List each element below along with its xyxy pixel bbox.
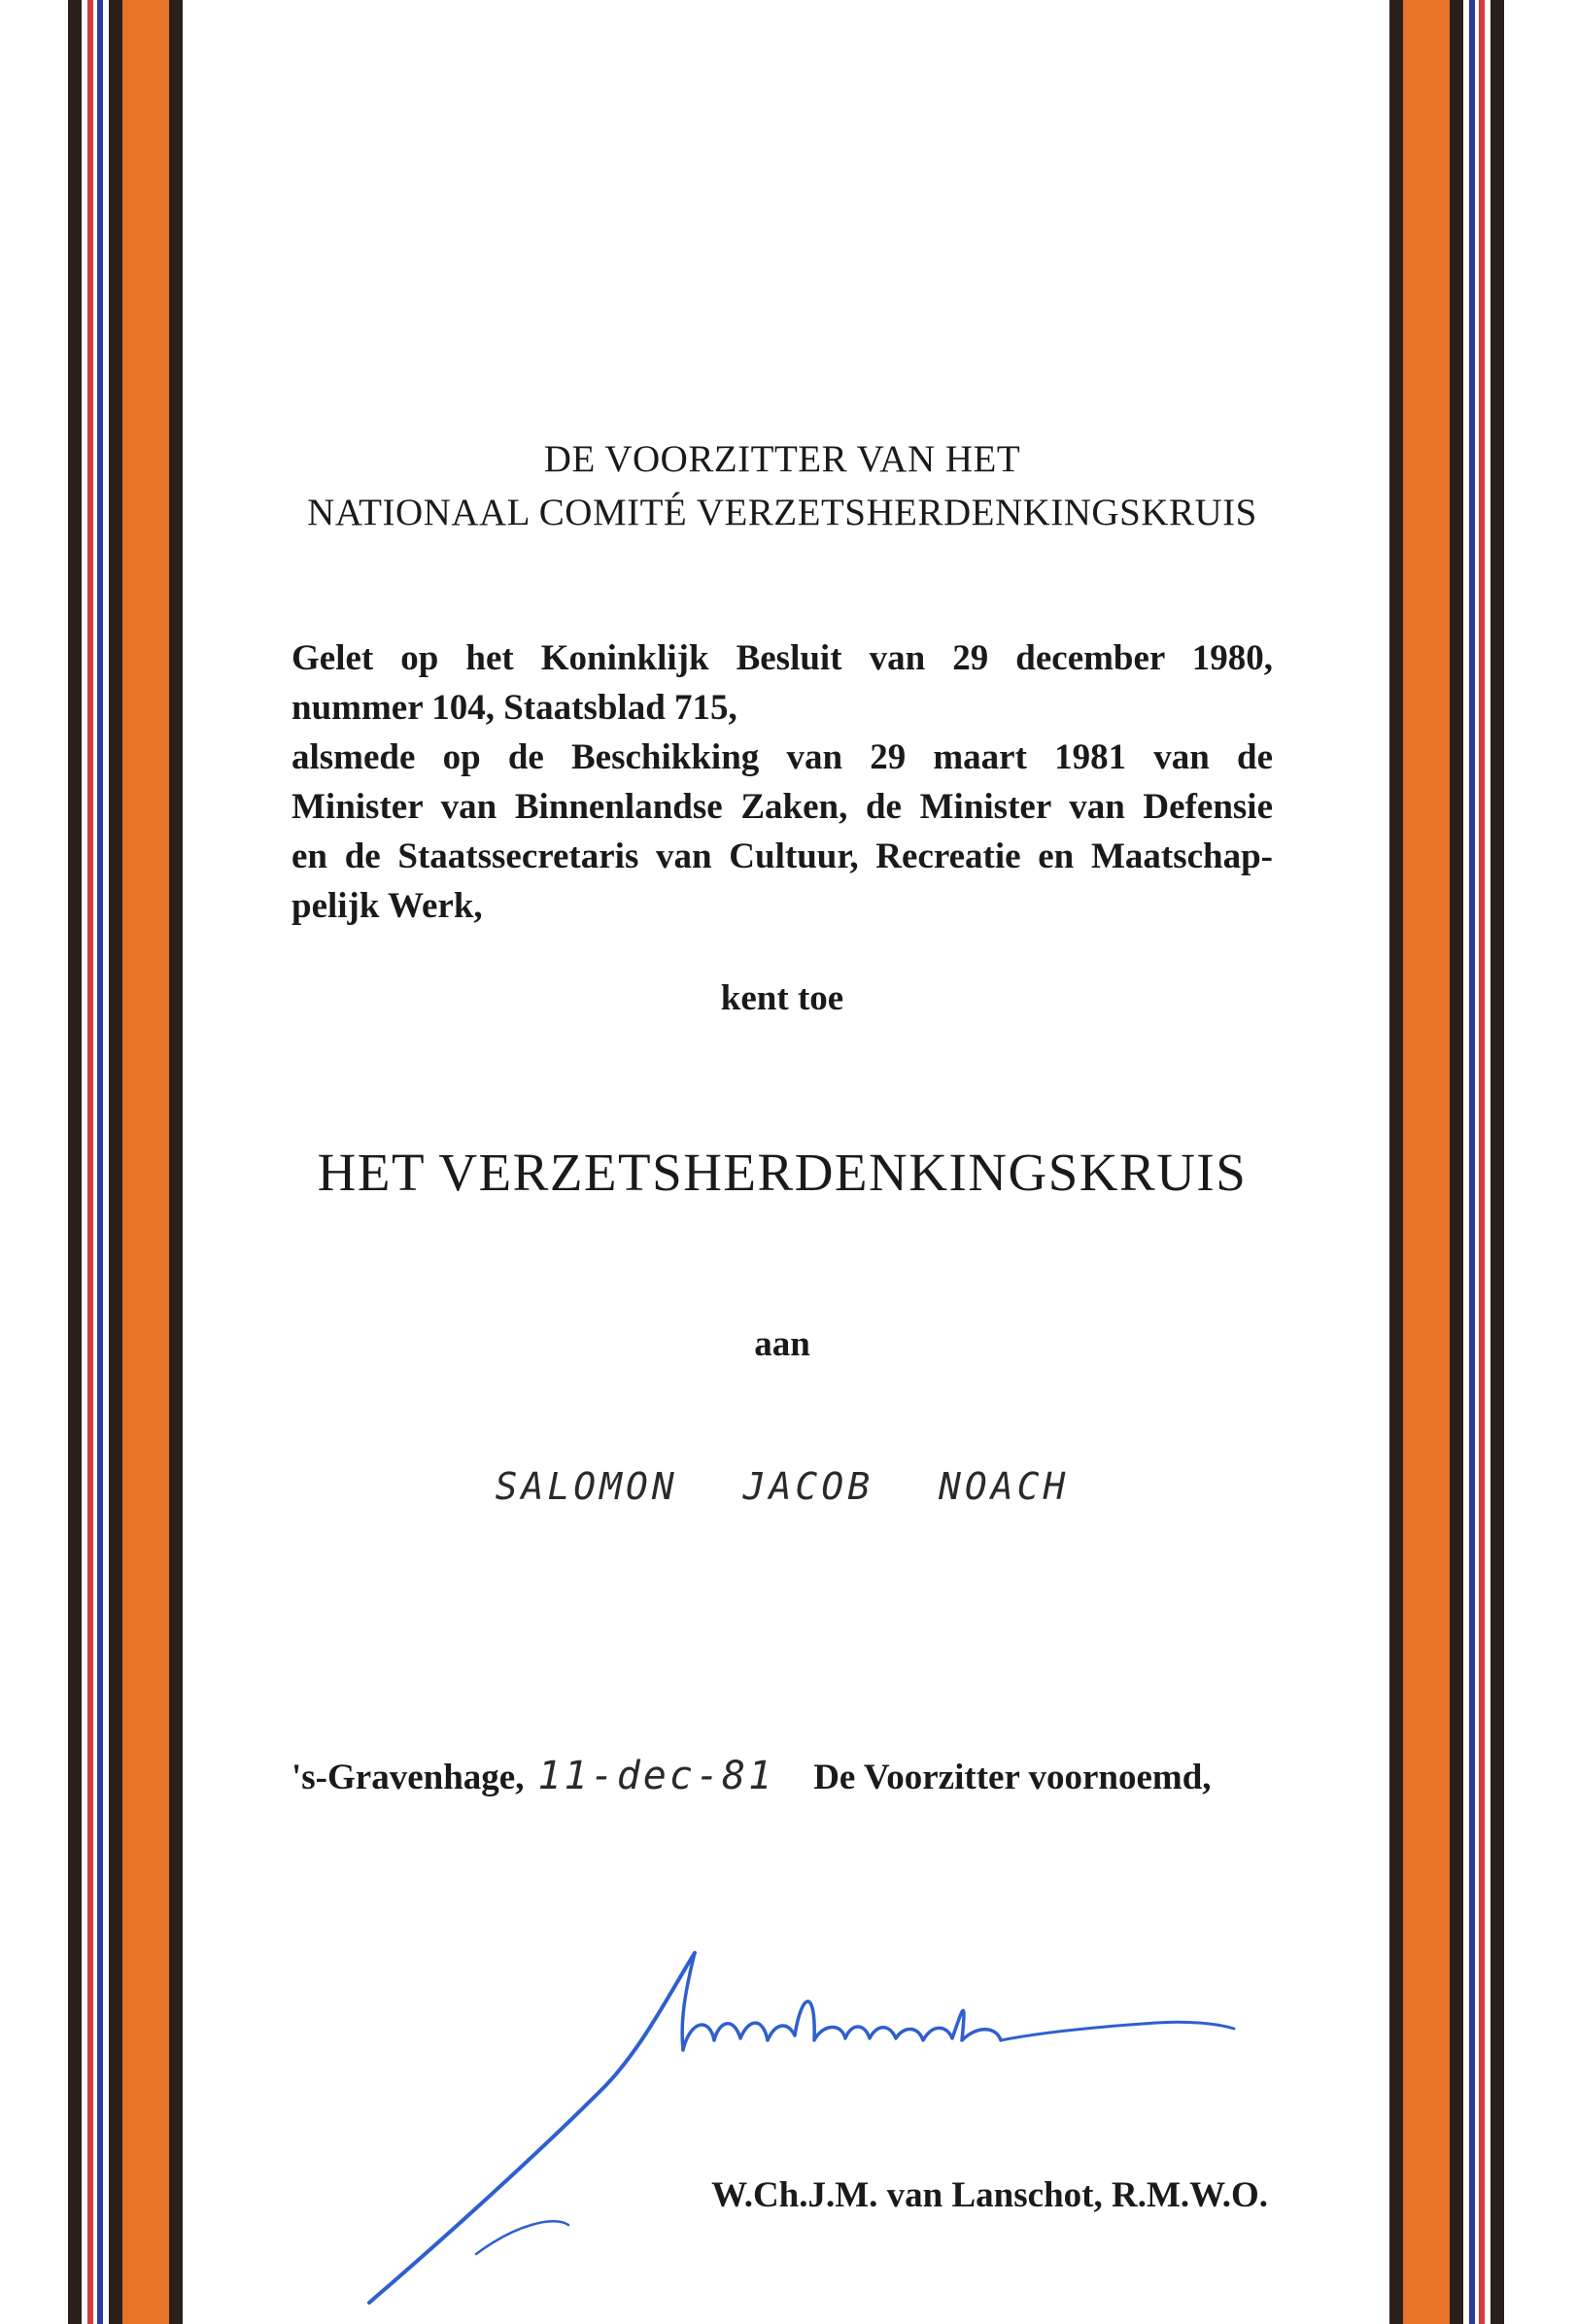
award-title: HET VERZETSHERDENKINGSKRUIS (317, 1143, 1248, 1202)
kent-toe-text: kent toe (720, 978, 844, 1018)
body-line-3: alsmede op de Beschikking van 29 maart 1981 van de (291, 737, 1273, 777)
date-text: 11-dec-81 (537, 1754, 775, 1798)
legal-basis-paragraph (291, 633, 1273, 931)
place-text: 's-Gravenhage, (291, 1758, 525, 1797)
body-line-1: Gelet op het Koninklijk Besluit van 29 december 1980, (291, 638, 1273, 678)
handwritten-signature-icon (360, 1933, 1341, 2312)
body-line-4: Minister van Binnenlandse Zaken, de Minister van Defensie (291, 787, 1273, 827)
left-ribbon-border (68, 0, 185, 2324)
body-line-5: en de Staatssecretaris van Cultuur, Recreatie en Maatschap- (291, 837, 1273, 876)
document-heading (291, 432, 1273, 539)
heading-line-1: DE VOORZITTER VAN HET (543, 438, 1021, 480)
body-line-6: pelijk Werk, (291, 886, 483, 926)
recipient-name: SALOMON JACOB NOACH (495, 1465, 1070, 1508)
aan-text: aan (754, 1324, 810, 1364)
voorzitter-text: De Voorzitter voornoemd, (813, 1758, 1212, 1797)
body-line-2: nummer 104, Staatsblad 715, (291, 688, 737, 728)
heading-line-2: NATIONAAL COMITÉ VERZETSHERDENKINGSKRUIS (307, 492, 1257, 533)
signatory-name: W.Ch.J.M. van Lanschot, R.M.W.O. (711, 2175, 1268, 2215)
place-date-row (291, 1754, 1273, 1798)
right-ribbon-border (1389, 0, 1506, 2324)
